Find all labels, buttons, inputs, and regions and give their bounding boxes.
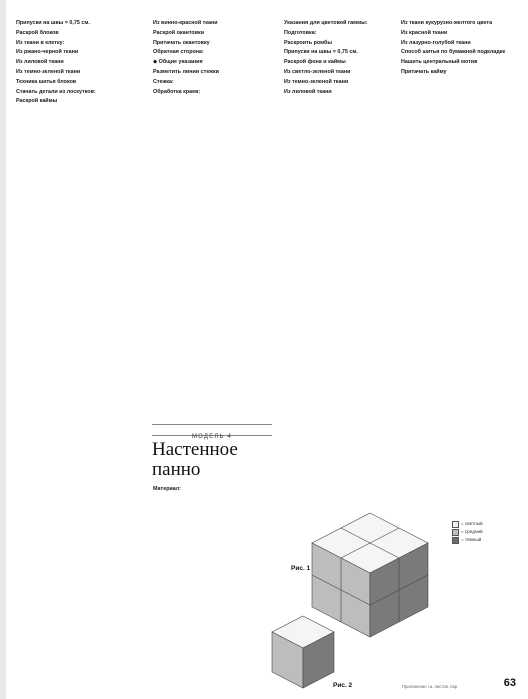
section-heading: Подготовка: — [284, 29, 317, 36]
legend-item — [452, 536, 483, 544]
section-heading: Стежка: — [153, 78, 174, 85]
section-heading: Нашить центральный мотив — [401, 59, 478, 66]
section-heading: Способ шитья по бумажной подкладке — [401, 49, 506, 56]
col3-section — [284, 89, 394, 96]
section-heading: Из светло-зеленой ткани — [284, 68, 351, 75]
binding-strip — [0, 0, 6, 699]
legend-swatch — [452, 537, 459, 544]
section-heading: Указания для цветовой гаммы: — [284, 20, 368, 26]
col2-section — [153, 20, 273, 27]
text-column-1 — [16, 20, 136, 680]
section-heading: Из темно-зеленой ткани — [16, 68, 81, 75]
page-number: 63 — [503, 677, 516, 689]
model-label: МОДЕЛЬ 4 — [191, 434, 233, 440]
col2-section — [153, 89, 273, 96]
legend-swatch — [452, 529, 459, 536]
figure-2-label: Рис. 2 — [333, 682, 353, 689]
section-heading: Раскрой каймы — [16, 98, 58, 105]
page-title: Настенное панно — [152, 439, 238, 480]
col3-section — [284, 59, 394, 66]
col1-section — [16, 98, 136, 105]
section-heading: Стачать детали из лоскутков: — [16, 88, 96, 95]
col2-section — [153, 30, 273, 37]
col2-section — [153, 40, 273, 47]
section-heading: Раскрой блоков — [16, 29, 59, 36]
legend-label: = светлый — [461, 521, 483, 526]
section-heading: Припуски на швы = 0,75 см. — [284, 49, 358, 56]
col2-section — [153, 69, 273, 76]
col1-section — [16, 20, 136, 27]
section-heading: Из ржано-черной ткани — [16, 49, 79, 56]
col3-section — [284, 79, 394, 86]
col1-section — [16, 89, 136, 96]
text-column-2-lower — [153, 486, 273, 686]
section-heading: Притачать кайму — [401, 68, 447, 75]
section-heading: Из ткани в клетку: — [16, 39, 65, 46]
section-heading: Из лиловой ткани — [284, 88, 332, 95]
col2-section — [153, 59, 273, 66]
col2-section — [153, 49, 273, 56]
model-band — [152, 424, 272, 440]
section-heading: Раскрой окантовки — [153, 29, 205, 36]
section-heading: Из лиловой ткани — [16, 59, 64, 66]
col1-section — [16, 59, 136, 66]
col1-section — [16, 30, 136, 37]
section-heading: Притачать окантовку — [153, 39, 210, 46]
section-heading: ◆ Общие указания — [153, 59, 203, 66]
text-column-3 — [284, 20, 394, 540]
section-heading: Из лазурно-голубой ткани — [401, 39, 471, 46]
legend-item — [452, 520, 483, 528]
col1-section — [16, 49, 136, 56]
section-heading: Припуски на швы = 0,75 см. — [16, 20, 90, 26]
section-heading: Обратная сторона: — [153, 49, 204, 56]
section-heading: Из темно-зеленой ткани — [284, 78, 349, 85]
section-heading: Из красной ткани — [401, 29, 448, 36]
legend-label: = тёмный — [461, 537, 482, 542]
col2-section — [153, 79, 273, 86]
legend-swatch — [452, 521, 459, 528]
credit-line: Приложение г.а. листов. пар. — [402, 684, 459, 689]
col1-section — [16, 69, 136, 76]
col4-section — [401, 49, 513, 56]
section-heading: Техника шитья блоков — [16, 78, 77, 85]
col4-section — [401, 20, 513, 27]
figure-2-cube-diagram — [268, 612, 338, 692]
section-heading: Раскроить ромбы — [284, 39, 332, 46]
legend-item — [452, 528, 483, 536]
col3-section — [284, 49, 394, 56]
col3-section — [284, 69, 394, 76]
col4-section — [401, 59, 513, 66]
text-column-2 — [153, 20, 273, 410]
col4-section — [401, 40, 513, 47]
section-heading: Материал: — [153, 486, 182, 492]
section-heading: Разметить линии стежки — [153, 68, 219, 75]
col1-section — [16, 79, 136, 86]
figure-legend — [452, 520, 483, 544]
col4-section — [401, 30, 513, 37]
figure-1-label: Рис. 1 — [291, 565, 311, 572]
section-heading: Из ткани кукурузно-желтого цвета — [401, 20, 493, 26]
section-heading: Раскрой фона и каймы — [284, 59, 346, 66]
section-heading: Обработка краев: — [153, 88, 201, 95]
col3-section — [284, 30, 394, 37]
col3-section — [284, 20, 394, 27]
col2b-section — [153, 486, 273, 493]
col4-section — [401, 69, 513, 76]
col1-section — [16, 40, 136, 47]
col3-section — [284, 40, 394, 47]
legend-label: = средний — [461, 529, 483, 534]
section-heading: Из винно-красной ткани — [153, 20, 218, 26]
